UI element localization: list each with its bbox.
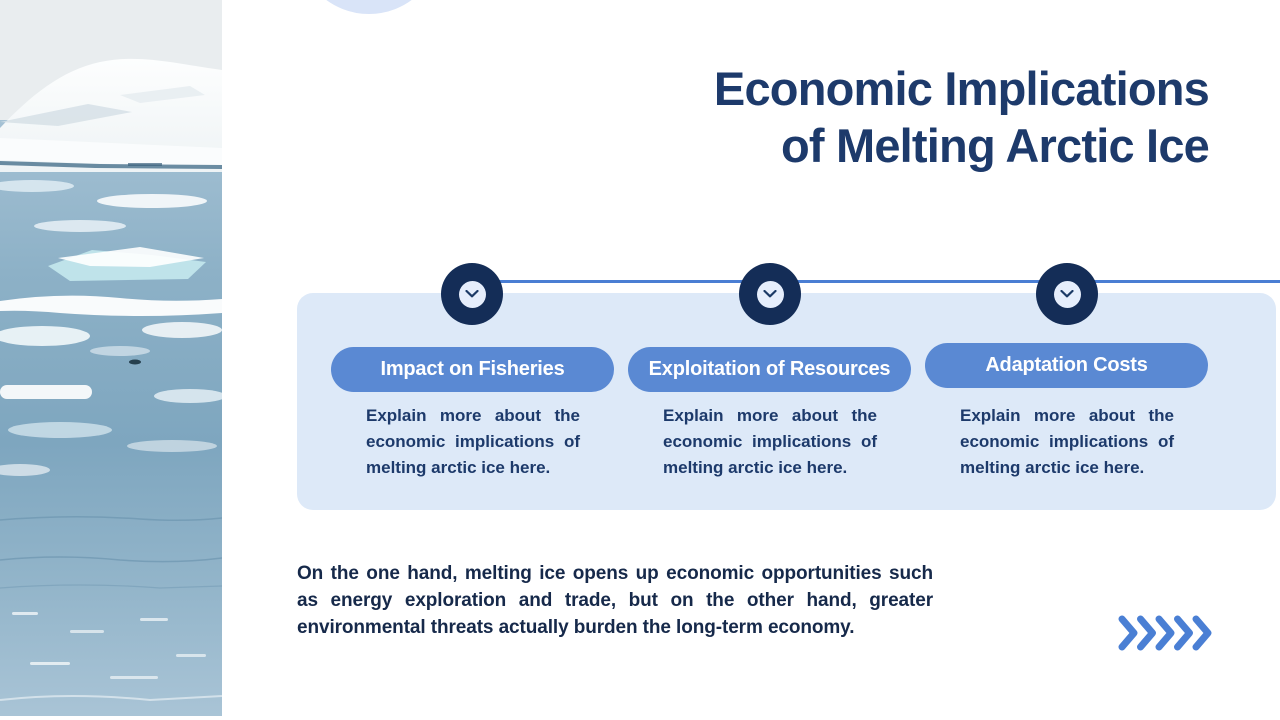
section-description-adaptation: Explain more about the economic implications of melting arctic ice here. [960,406,1174,477]
section-marker-resources[interactable] [739,263,801,325]
summary-text: On the one hand, melting ice opens up economic opportunities such as energy exploration and trade, but on the other hand, greater environmental threats actually burden the long-term economy. [297,563,933,638]
section-description-resources: Explain more about the economic implications of melting arctic ice here. [663,406,877,477]
page-title [589,60,1209,174]
section-button-adaptation[interactable]: Adaptation Costs [925,343,1208,388]
title-line-2: of Melting Arctic Ice [780,119,1209,172]
section-button-resources[interactable]: Exploitation of Resources [628,347,911,392]
arctic-ocean-photo [0,0,222,716]
chevron-down-icon [459,281,486,308]
section-marker-fisheries[interactable] [441,263,503,325]
chevrons-right-icon[interactable] [1118,615,1212,651]
chevron-down-icon [1054,281,1081,308]
section-marker-adaptation[interactable] [1036,263,1098,325]
section-button-fisheries[interactable]: Impact on Fisheries [331,347,614,392]
title-line-1: Economic Implications [713,62,1209,115]
timeline-line [472,280,1280,283]
decorative-ring [297,0,441,14]
chevron-down-icon [757,281,784,308]
section-description-fisheries: Explain more about the economic implications of melting arctic ice here. [366,406,580,477]
